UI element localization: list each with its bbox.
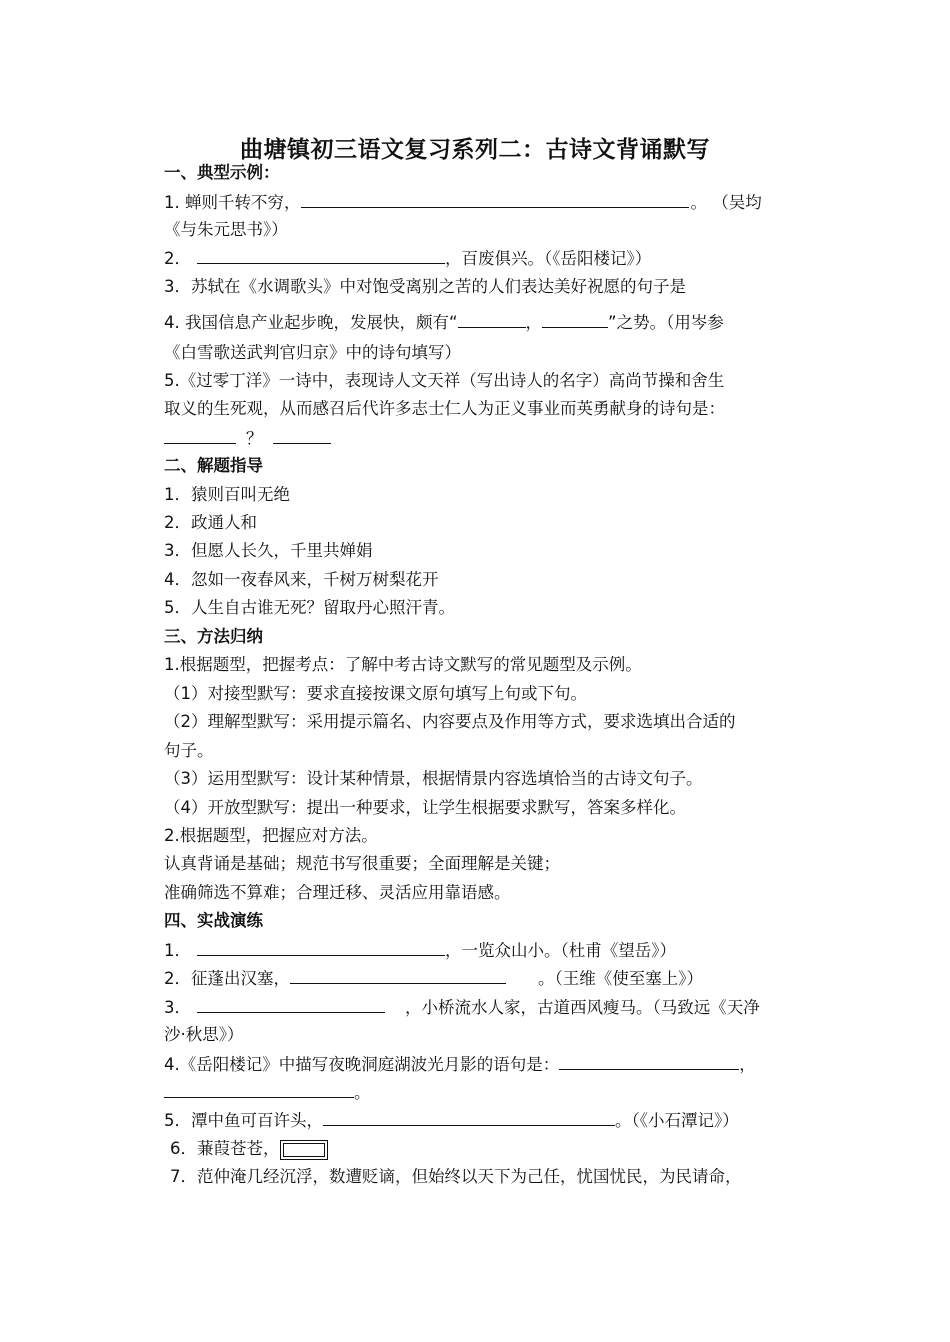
answer-blank[interactable] [301, 191, 689, 208]
question-text: 1. 蝉则千转不穷， [164, 193, 301, 212]
practice-1 [164, 939, 676, 962]
question-text: 2． [164, 249, 191, 268]
question-text: 6．蒹葭苍苍， [170, 1139, 280, 1158]
answer-blank[interactable] [197, 939, 445, 956]
list-item: 1．猿则百叫无绝 [164, 485, 290, 504]
practice-2 [164, 967, 703, 990]
question-text: ，一览众山小。（杜甫《望岳》） [445, 941, 676, 960]
question-text: ”之势。（用岑参 [608, 313, 724, 332]
question-text: ，小桥流水人家，古道西风瘦马。（马致远《天净 [405, 998, 760, 1017]
practice-7: 7．范仲淹几经沉浮，数遭贬谪，但始终以天下为己任，忧国忧民，为民请命， [170, 1167, 742, 1186]
method-line: 准确筛选不算难；合理迁移、灵活应用靠语感。 [164, 883, 511, 902]
question-text: 2．征蓬出汉塞， [164, 969, 290, 988]
practice-4 [164, 1053, 756, 1076]
practice-3 [164, 996, 760, 1019]
question-4-source: 《白雪歌送武判官归京》中的诗句填写） [164, 343, 461, 362]
answer-blank[interactable] [323, 1109, 615, 1126]
question-text: 4.《岳阳楼记》中描写夜晚洞庭湖波光月影的语句是： [164, 1055, 560, 1074]
method-line: （3）运用型默写：设计某种情景，根据情景内容选填恰当的古诗文句子。 [164, 769, 703, 788]
document-title: 曲塘镇初三语文复习系列二：古诗文背诵默写 [240, 137, 710, 163]
answer-blank[interactable] [290, 967, 506, 984]
question-text: 。（《小石潭记》） [615, 1111, 739, 1130]
method-line: 2.根据题型，把握应对方法。 [164, 826, 378, 845]
section-heading-examples: 一、典型示例： [164, 163, 280, 182]
question-text: ？ [246, 429, 263, 448]
answer-blank[interactable] [559, 1053, 739, 1070]
list-item: 5．人生自古谁无死？留取丹心照汗青。 [164, 598, 455, 617]
practice-6 [170, 1138, 328, 1160]
practice-4-line-2 [164, 1081, 371, 1104]
section-heading-practice: 四、实战演练 [164, 911, 263, 930]
question-text: 3． [164, 998, 191, 1017]
answer-blank[interactable] [197, 247, 445, 264]
question-text: 。 [354, 1083, 371, 1102]
answer-blank[interactable] [164, 427, 236, 444]
section-heading-guidance: 二、解题指导 [164, 456, 263, 475]
question-1 [164, 191, 762, 214]
question-text: 4. 我国信息产业起步晚，发展快，颇有“ [164, 313, 458, 332]
method-line: 1.根据题型，把握考点：了解中考古诗文默写的常见题型及示例。 [164, 655, 642, 674]
method-line: 认真背诵是基础；规范书写很重要；全面理解是关键； [164, 854, 560, 873]
answer-blank[interactable] [273, 427, 331, 444]
question-5-line-3 [164, 427, 331, 450]
method-line: （4）开放型默写：提出一种要求，让学生根据要求默写，答案多样化。 [164, 798, 686, 817]
list-item: 3．但愿人长久，千里共婵娟 [164, 541, 373, 560]
question-text: 1． [164, 941, 191, 960]
method-line: （1）对接型默写：要求直接按课文原句填写上句或下句。 [164, 684, 587, 703]
answer-blank[interactable] [164, 1081, 354, 1098]
answer-box[interactable] [280, 1140, 328, 1160]
practice-3-source: 沙·秋思》） [164, 1025, 244, 1044]
list-item: 4．忽如一夜春风来，千树万树梨花开 [164, 570, 439, 589]
question-text: 5．潭中鱼可百许头， [164, 1111, 323, 1130]
question-5-line-1: 5.《过零丁洋》一诗中，表现诗人文天祥（写出诗人的名字）高尚节操和舍生 [164, 371, 725, 390]
question-text: ， [739, 1055, 756, 1074]
answer-blank[interactable] [197, 996, 385, 1013]
question-5-line-2: 取义的生死观，从而感召后代许多志士仁人为正义事业而英勇献身的诗句是： [164, 399, 725, 418]
practice-5 [164, 1109, 739, 1132]
section-heading-methods: 三、方法归纳 [164, 627, 263, 646]
question-text: ， [525, 313, 543, 332]
answer-blank[interactable] [542, 311, 608, 328]
method-line: 句子。 [164, 741, 214, 760]
question-1-source: 《与朱元思书》） [164, 220, 288, 239]
question-text: 。（王维《使至塞上》） [538, 969, 703, 988]
list-item: 2．政通人和 [164, 513, 257, 532]
method-line: （2）理解型默写：采用提示篇名、内容要点及作用等方式，要求选填出合适的 [164, 712, 736, 731]
question-text: 。 （吴均 [690, 193, 762, 212]
question-4 [164, 311, 724, 334]
question-2 [164, 247, 651, 270]
question-text: ，百废俱兴。（《岳阳楼记》） [445, 249, 652, 268]
question-3: 3．苏轼在《水调歌头》中对饱受离别之苦的人们表达美好祝愿的句子是 [164, 277, 686, 296]
answer-blank[interactable] [458, 311, 526, 328]
